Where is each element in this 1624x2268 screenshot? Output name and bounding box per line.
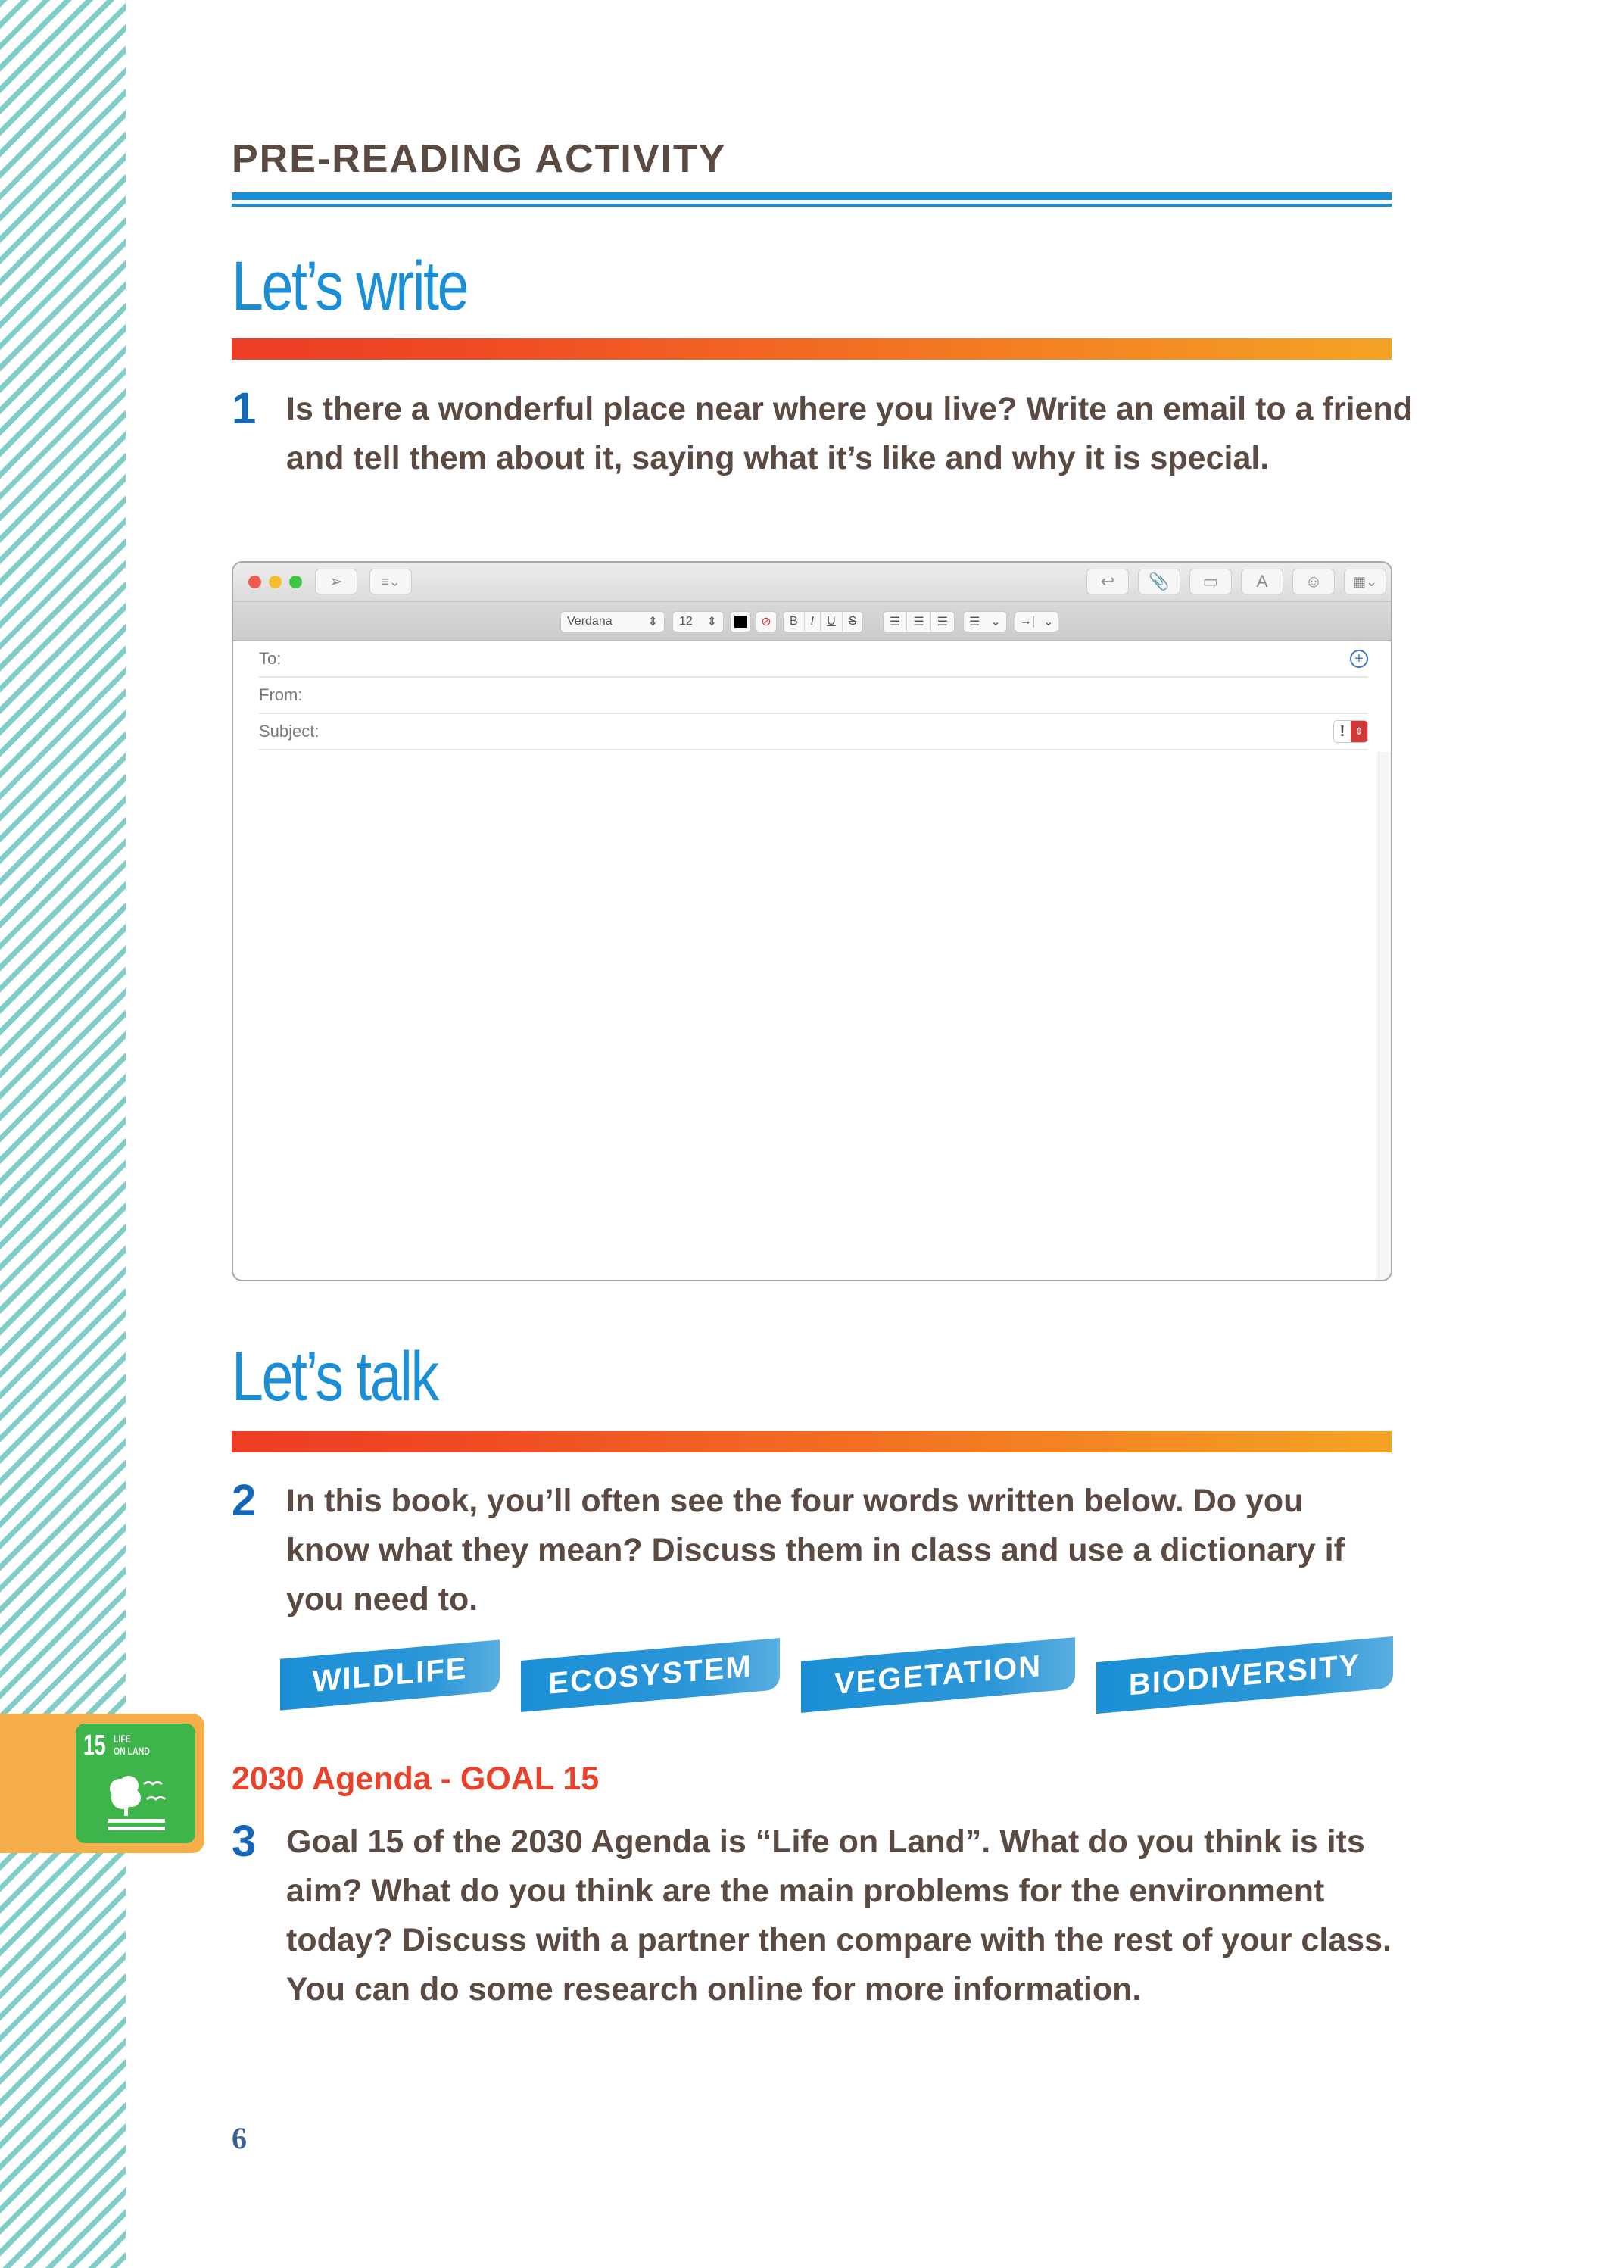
font-size-select[interactable]: 12 ⇕ <box>672 611 724 632</box>
title-gradient-bar <box>232 1431 1392 1452</box>
photo-browser-button[interactable] <box>1344 569 1386 594</box>
question-3 <box>232 1817 1413 2014</box>
question-text: Is there a wonderful place near where you live? Write an email to a friend and tell them about it, saying what it’s like and why it is special. <box>286 391 1413 476</box>
to-field[interactable] <box>259 641 1368 678</box>
tag-biodiversity: BIODIVERSITY <box>1096 1636 1393 1714</box>
subject-field[interactable] <box>259 714 1368 750</box>
talk-section-title: Let’s talk <box>232 1338 438 1415</box>
attach-icon: 📎 <box>1149 572 1170 591</box>
from-field[interactable] <box>259 678 1368 714</box>
underline-button[interactable]: U <box>821 612 843 632</box>
indent-icon: →| <box>1019 615 1035 628</box>
title-gradient-bar <box>232 338 1392 360</box>
tag-vegetation: VEGETATION <box>801 1637 1075 1713</box>
priority-icon: ! <box>1334 721 1351 742</box>
list-icon: ☰ <box>969 616 980 629</box>
add-contact-icon[interactable]: + <box>1350 650 1368 668</box>
question-2 <box>232 1477 1413 1624</box>
format-bar <box>233 602 1391 641</box>
alignment-group <box>883 611 955 632</box>
send-button[interactable] <box>315 569 357 594</box>
font-family-select[interactable]: Verdana ⇕ <box>560 611 665 632</box>
write-section-title: Let’s write <box>232 248 468 325</box>
question-text: In this book, you’ll often see the four words written below. Do you know what they mean? Discuss them in class and use a dictionary if you need to. <box>286 1483 1345 1618</box>
fonts-button[interactable] <box>1241 569 1283 594</box>
priority-select[interactable] <box>1333 720 1368 743</box>
tag-wildlife: WILDLIFE <box>280 1639 500 1710</box>
subject-label: Subject: <box>259 722 320 741</box>
list-style-select[interactable] <box>963 611 1007 632</box>
stepper-icon: ⇕ <box>647 616 658 629</box>
fonts-icon: A <box>1256 572 1268 591</box>
align-left-icon[interactable]: ☰ <box>884 612 907 632</box>
question-number: 1 <box>232 384 257 433</box>
header-fields <box>233 641 1391 750</box>
bold-button[interactable]: B <box>784 612 805 632</box>
text-color-button[interactable] <box>730 611 751 632</box>
email-titlebar <box>233 563 1391 602</box>
stepper-icon: ⇕ <box>706 616 717 629</box>
question-number: 2 <box>232 1476 257 1525</box>
reply-icon: ↩ <box>1100 572 1115 591</box>
send-icon: ➢ <box>329 572 344 591</box>
chevron-down-icon: ⌄ <box>990 616 1001 629</box>
email-compose-window <box>232 561 1392 1281</box>
vocabulary-tags <box>280 1642 1416 1725</box>
minimize-window-button[interactable] <box>269 576 282 588</box>
section-header <box>232 136 1392 207</box>
emoji-button[interactable] <box>1292 569 1335 594</box>
sdg-number: 15 <box>83 1730 106 1761</box>
chevron-down-icon: ⌄ <box>1043 616 1054 629</box>
align-center-icon[interactable]: ☰ <box>907 612 930 632</box>
header-fields-button[interactable] <box>369 569 412 594</box>
question-text: Goal 15 of the 2030 Agenda is “Life on Land”. What do you think is its aim? What do you think are the main problems for the environment today? Discuss with a partner then compare with the rest of your class. You can do some research online for more information. <box>286 1823 1392 2008</box>
question-1 <box>232 385 1413 483</box>
color-swatch <box>734 616 747 628</box>
to-label: To: <box>259 649 282 668</box>
stepper-icon: ⇕ <box>1351 721 1367 742</box>
background-color-button[interactable] <box>756 611 777 632</box>
strikethrough-button[interactable]: S <box>848 615 857 628</box>
sdg-15-badge <box>76 1724 195 1843</box>
reply-button[interactable] <box>1086 569 1129 594</box>
body-scrollbar[interactable] <box>1376 752 1391 1280</box>
header-rule-thin <box>232 204 1392 207</box>
indent-select[interactable] <box>1015 611 1058 632</box>
markup-button[interactable] <box>1189 569 1232 594</box>
header-rule <box>232 192 1392 200</box>
attach-button[interactable] <box>1138 569 1180 594</box>
section-label: PRE-READING ACTIVITY <box>232 137 727 181</box>
markup-icon: ▭ <box>1202 572 1219 591</box>
from-label: From: <box>259 685 303 704</box>
align-right-icon[interactable]: ☰ <box>937 616 949 629</box>
sdg-title: LIFE ON LAND <box>114 1733 150 1757</box>
question-number: 3 <box>232 1817 257 1866</box>
close-window-button[interactable] <box>248 576 261 588</box>
agenda-heading: 2030 Agenda - GOAL 15 <box>232 1761 600 1797</box>
zoom-window-button[interactable] <box>289 576 302 588</box>
header-fields-icon: ≡⌄ <box>381 573 401 589</box>
tree-birds-icon <box>98 1767 174 1836</box>
photo-browser-icon: ▦⌄ <box>1352 573 1378 589</box>
decorative-stripes <box>0 0 126 2268</box>
text-style-group <box>783 611 863 632</box>
emoji-icon: ☺ <box>1304 572 1323 591</box>
no-color-icon: ⊘ <box>761 616 771 629</box>
page-number: 6 <box>232 2121 247 2155</box>
italic-button[interactable]: I <box>805 612 821 632</box>
tag-ecosystem: ECOSYSTEM <box>521 1638 780 1712</box>
